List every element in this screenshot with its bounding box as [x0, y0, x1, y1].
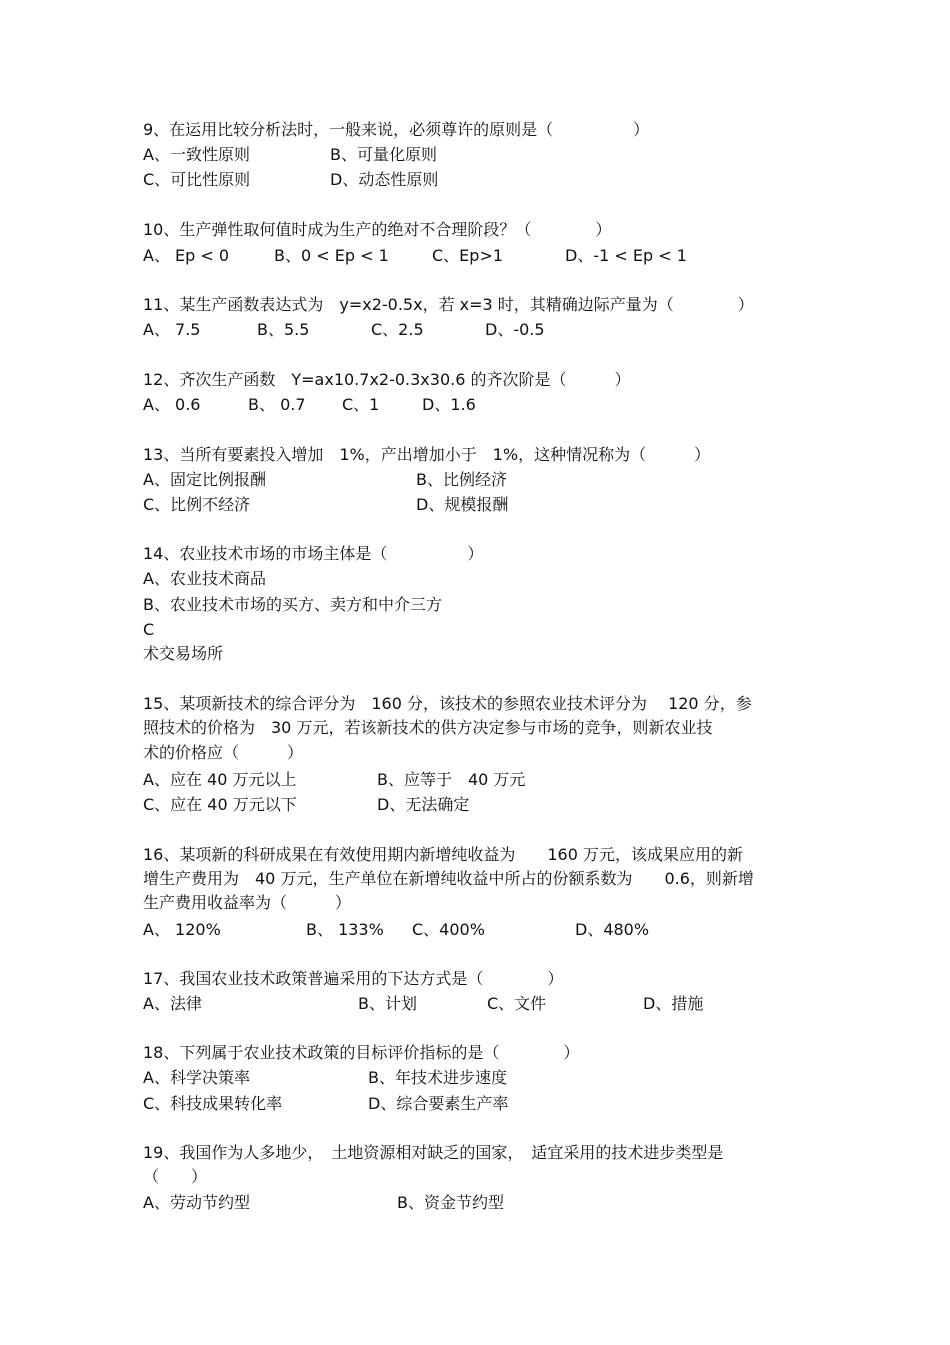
- question-10-option-d: D、-1 < Ep < 1: [565, 246, 687, 265]
- question-15-option-d: D、无法确定: [377, 795, 470, 814]
- question-17-option-c: C、文件: [487, 994, 547, 1013]
- question-12-option-a: A、 0.6: [143, 395, 201, 414]
- question-9-option-b: B、可量化原则: [330, 145, 437, 164]
- question-17-option-b: B、计划: [358, 994, 417, 1013]
- question-17-option-a: A、法律: [143, 994, 202, 1013]
- question-9-option-a: A、一致性原则: [143, 145, 250, 164]
- question-14-option-c: C: [143, 620, 155, 639]
- question-16-stem-line-2: 增生产费用为 40 万元，生产单位在新增纯收益中所占的份额系数为 0.6，则新增: [143, 869, 754, 888]
- question-11-option-b: B、5.5: [257, 320, 310, 339]
- question-15-option-c: C、应在 40 万元以下: [143, 795, 297, 814]
- question-10-option-b: B、0 < Ep < 1: [274, 246, 389, 265]
- question-13-option-a: A、固定比例报酬: [143, 470, 266, 489]
- question-11-option-d: D、-0.5: [485, 320, 545, 339]
- question-17-stem: 17、我国农业技术政策普遍采用的下达方式是（ ）: [143, 969, 564, 988]
- question-10-stem: 10、生产弹性取何值时成为生产的绝对不合理阶段？（ ）: [143, 220, 612, 239]
- question-9-option-d: D、动态性原则: [330, 170, 439, 189]
- question-12-option-c: C、1: [342, 395, 380, 414]
- question-11-stem: 11、某生产函数表达式为 y=x2-0.5x，若 x=3 时，其精确边际产量为（ ）: [143, 295, 754, 314]
- question-16-option-a: A、 120%: [143, 920, 221, 939]
- question-11-option-c: C、2.5: [371, 320, 424, 339]
- question-11-option-a: A、 7.5: [143, 320, 201, 339]
- question-18-stem: 18、下列属于农业技术政策的目标评价指标的是（ ）: [143, 1043, 580, 1062]
- question-18-option-c: C、科技成果转化率: [143, 1094, 283, 1113]
- question-14-option-b: B、农业技术市场的买方、卖方和中介三方: [143, 595, 442, 614]
- question-19-stem-line-2: （ ）: [143, 1167, 208, 1186]
- question-16-stem-line-1: 16、某项新的科研成果在有效使用期内新增纯收益为 160 万元，该成果应用的新: [143, 845, 743, 864]
- question-18-option-d: D、综合要素生产率: [368, 1094, 509, 1113]
- question-9-option-c: C、可比性原则: [143, 170, 251, 189]
- question-16-option-c: C、400%: [412, 920, 485, 939]
- question-10-option-a: A、 Ep < 0: [143, 246, 230, 265]
- question-13-stem: 13、当所有要素投入增加 1%，产出增加小于 1%，这种情况称为（ ）: [143, 445, 711, 464]
- question-14-stem: 14、农业技术市场的市场主体是（ ）: [143, 544, 484, 563]
- question-14-option-a: A、农业技术商品: [143, 569, 266, 588]
- question-15-option-a: A、应在 40 万元以上: [143, 770, 297, 789]
- question-15-stem-line-1: 15、某项新技术的综合评分为 160 分，该技术的参照农业技术评分为 120 分，参: [143, 694, 752, 713]
- question-10-option-c: C、Ep>1: [432, 246, 504, 265]
- question-18-option-a: A、科学决策率: [143, 1068, 250, 1087]
- question-15-stem-line-3: 术的价格应（ ）: [143, 743, 304, 762]
- question-12-stem: 12、齐次生产函数 Y=ax10.7x2-0.3x30.6 的齐次阶是（ ）: [143, 370, 631, 389]
- question-14-option-d: 术交易场所: [143, 644, 224, 663]
- question-19-option-b: B、资金节约型: [397, 1193, 504, 1212]
- question-12-option-b: B、 0.7: [248, 395, 306, 414]
- question-9-stem: 9、在运用比较分析法时，一般来说，必须尊许的原则是（ ）: [143, 120, 650, 139]
- question-17-option-d: D、措施: [643, 994, 704, 1013]
- question-18-option-b: B、年技术进步速度: [368, 1068, 507, 1087]
- question-19-option-a: A、劳动节约型: [143, 1193, 250, 1212]
- question-16-option-d: D、480%: [575, 920, 650, 939]
- question-15-stem-line-2: 照技术的价格为 30 万元，若该新技术的供方决定参与市场的竞争，则新农业技: [143, 718, 713, 737]
- question-13-option-b: B、比例经济: [416, 470, 507, 489]
- question-19-stem-line-1: 19、我国作为人多地少， 土地资源相对缺乏的国家， 适宜采用的技术进步类型是: [143, 1143, 724, 1162]
- question-13-option-c: C、比例不经济: [143, 495, 251, 514]
- question-16-option-b: B、 133%: [306, 920, 384, 939]
- question-13-option-d: D、规模报酬: [416, 495, 509, 514]
- question-16-stem-line-3: 生产费用收益率为（ ）: [143, 893, 352, 912]
- question-15-option-b: B、应等于 40 万元: [377, 770, 526, 789]
- question-12-option-d: D、1.6: [422, 395, 476, 414]
